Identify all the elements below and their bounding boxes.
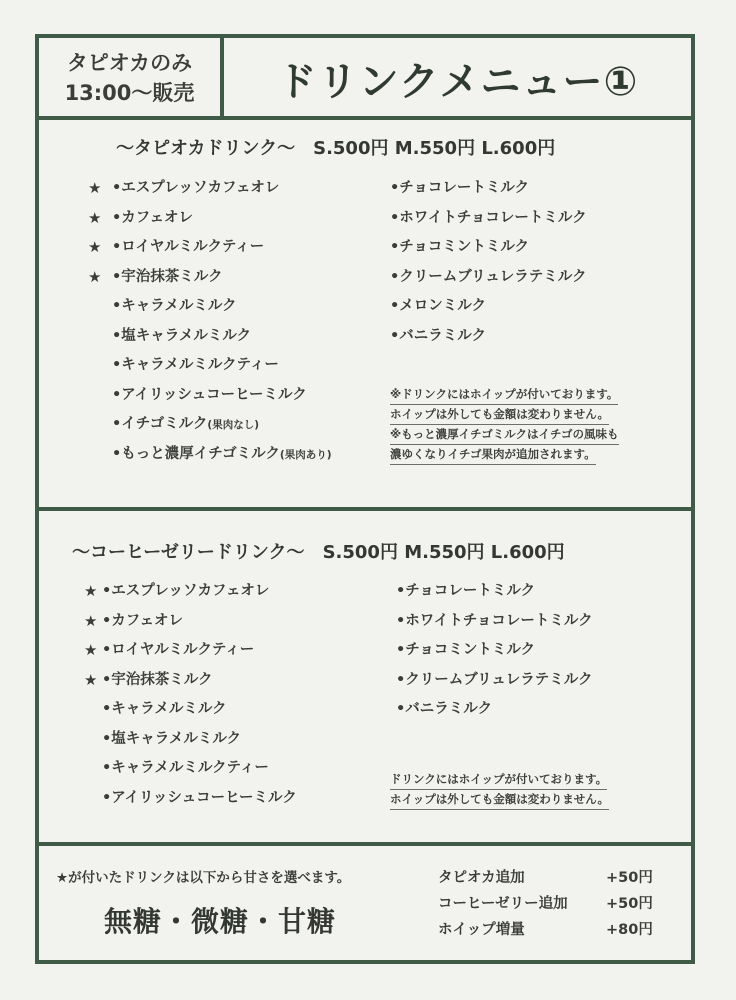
coffee-left-list <box>84 577 384 813</box>
menu-item <box>84 607 384 637</box>
star-icon: ★ <box>88 179 102 197</box>
tapioca-note-2: ホイップは外しても金額は変わりません。 <box>390 405 609 425</box>
menu-item-label <box>112 440 332 471</box>
menu-item <box>84 577 384 607</box>
tapioca-section-price: S.500円 M.550円 L.600円 <box>313 138 556 159</box>
coffee-note-2: ホイップは外しても金額は変わりません。 <box>390 790 609 810</box>
menu-item-label: •バニラミルク <box>390 327 486 344</box>
coffee-notes <box>390 770 609 810</box>
menu-item-note: (果肉あり) <box>279 448 332 461</box>
tapioca-left-list <box>88 174 378 469</box>
addon-price-coffee-jelly: +50円 <box>606 896 653 912</box>
menu-item-label: •チョコレートミルク <box>396 583 536 599</box>
menu-item-name: •もっと濃厚イチゴミルク <box>112 445 280 462</box>
tapioca-note-3: ※もっと濃厚イチゴミルクはイチゴの風味も <box>390 425 619 445</box>
tapioca-hours-badge <box>39 38 220 118</box>
tapioca-notes <box>390 385 619 465</box>
menu-item-label <box>102 577 269 607</box>
menu-item-name: •エスプレッソカフェオレ <box>102 583 270 599</box>
addon-price-whip: +80円 <box>606 922 653 938</box>
tapioca-section-title: 〜タピオカドリンク〜 <box>116 138 296 159</box>
menu-item <box>88 204 378 234</box>
menu-item <box>390 292 680 322</box>
menu-item <box>88 351 378 381</box>
menu-item <box>84 754 384 784</box>
star-icon: ★ <box>88 267 102 286</box>
star-icon: ★ <box>84 582 98 600</box>
menu-item-name: •イチゴミルク <box>112 416 208 432</box>
menu-item-label <box>112 292 237 322</box>
coffee-section-price: S.500円 M.550円 L.600円 <box>322 542 565 563</box>
addon-price-tapioca: +50円 <box>606 870 653 886</box>
menu-item-label: •チョコミントミルク <box>396 642 536 658</box>
menu-item <box>396 636 686 666</box>
menu-item-name: •アイリッシュコーヒーミルク <box>112 386 307 403</box>
menu-item-label: •ホワイトチョコレートミルク <box>390 209 587 226</box>
menu-item-label: •クリームブリュレラテミルク <box>390 268 587 285</box>
menu-item <box>84 725 384 755</box>
star-icon: ★ <box>84 611 98 630</box>
star-icon: ★ <box>88 208 102 227</box>
menu-item <box>84 636 384 666</box>
menu-item <box>396 666 686 696</box>
menu-item <box>88 263 378 293</box>
menu-item-label <box>102 636 254 666</box>
menu-item-note: (果肉なし) <box>207 419 260 431</box>
menu-item-label <box>102 695 227 725</box>
menu-item-name: •宇治抹茶ミルク <box>102 671 213 688</box>
tapioca-note-4: 濃ゆくなりイチゴ果肉が追加されます。 <box>390 445 596 465</box>
addon-label-coffee-jelly: コーヒーゼリー追加 <box>438 896 568 912</box>
badge-line-2: 13:00〜販売 <box>64 81 195 105</box>
menu-item <box>88 440 378 470</box>
menu-item <box>88 322 378 352</box>
coffee-section-header <box>72 538 565 564</box>
menu-item-label <box>102 666 212 696</box>
sweetness-options: 無糖・微糖・甘糖 <box>104 905 337 938</box>
menu-item-label <box>112 322 251 352</box>
menu-item <box>396 607 686 637</box>
menu-item-label: •メロンミルク <box>390 298 486 314</box>
menu-item-label: •チョコレートミルク <box>390 180 530 196</box>
coffee-right-list <box>396 577 686 725</box>
menu-item-label: •チョコミントミルク <box>390 239 530 255</box>
menu-item-label <box>112 204 193 234</box>
sweetness-instruction: ★が付いたドリンクは以下から甘さを選べます。 <box>56 870 351 886</box>
menu-item-label: •ホワイトチョコレートミルク <box>396 612 593 629</box>
menu-item-label <box>102 754 269 784</box>
menu-item-name: •カフェオレ <box>112 209 194 226</box>
menu-item <box>88 233 378 263</box>
menu-item-name: •塩キャラメルミルク <box>102 730 242 747</box>
tapioca-right-list <box>390 174 680 351</box>
badge-line-1: タピオカのみ <box>66 51 193 75</box>
menu-item-label <box>112 174 279 204</box>
addon-label-whip: ホイップ増量 <box>438 922 525 938</box>
menu-item <box>396 577 686 607</box>
menu-item <box>84 784 384 814</box>
menu-item-name: •ロイヤルミルクティー <box>102 642 255 658</box>
star-icon: ★ <box>84 641 98 659</box>
menu-item <box>390 322 680 352</box>
addon-label-tapioca: タピオカ追加 <box>438 870 525 886</box>
menu-item <box>390 204 680 234</box>
menu-item <box>390 263 680 293</box>
star-icon: ★ <box>88 238 102 256</box>
coffee-section-title: 〜コーヒーゼリードリンク〜 <box>72 542 305 563</box>
menu-item-name: •キャラメルミルク <box>112 298 237 314</box>
tapioca-note-1: ※ドリンクにはホイップが付いております。 <box>390 385 618 405</box>
menu-item-name: •エスプレッソカフェオレ <box>112 180 280 196</box>
menu-item <box>390 233 680 263</box>
star-icon: ★ <box>84 670 98 689</box>
menu-item-label <box>112 263 222 293</box>
menu-item-label <box>102 725 241 755</box>
menu-item <box>88 174 378 204</box>
menu-item-name: •キャラメルミルクティー <box>112 357 279 373</box>
menu-item-label <box>112 351 279 381</box>
menu-item <box>88 410 378 440</box>
page-title: ドリンクメニュー① <box>276 58 639 105</box>
menu-item <box>84 695 384 725</box>
tapioca-section-header <box>116 134 555 160</box>
menu-item <box>88 292 378 322</box>
menu-item-label <box>112 410 259 441</box>
menu-item <box>390 174 680 204</box>
footer-divider <box>35 842 695 846</box>
menu-item-name: •塩キャラメルミルク <box>112 327 252 344</box>
menu-item-label <box>112 233 264 263</box>
menu-item-name: •キャラメルミルク <box>102 701 227 717</box>
menu-item <box>84 666 384 696</box>
menu-item-label <box>102 607 183 637</box>
menu-item-label: •バニラミルク <box>396 701 492 717</box>
menu-item-name: •キャラメルミルクティー <box>102 760 269 776</box>
menu-item-label <box>102 784 297 814</box>
menu-item-name: •カフェオレ <box>102 612 184 629</box>
menu-item-name: •宇治抹茶ミルク <box>112 268 223 285</box>
menu-item-label <box>112 381 307 411</box>
menu-item <box>396 695 686 725</box>
menu-item <box>88 381 378 411</box>
menu-item-name: •ロイヤルミルクティー <box>112 239 265 255</box>
coffee-note-1: ドリンクにはホイップが付いております。 <box>390 770 607 790</box>
menu-item-name: •アイリッシュコーヒーミルク <box>102 789 297 806</box>
section-divider <box>35 507 695 511</box>
menu-item-label: •クリームブリュレラテミルク <box>396 671 593 688</box>
